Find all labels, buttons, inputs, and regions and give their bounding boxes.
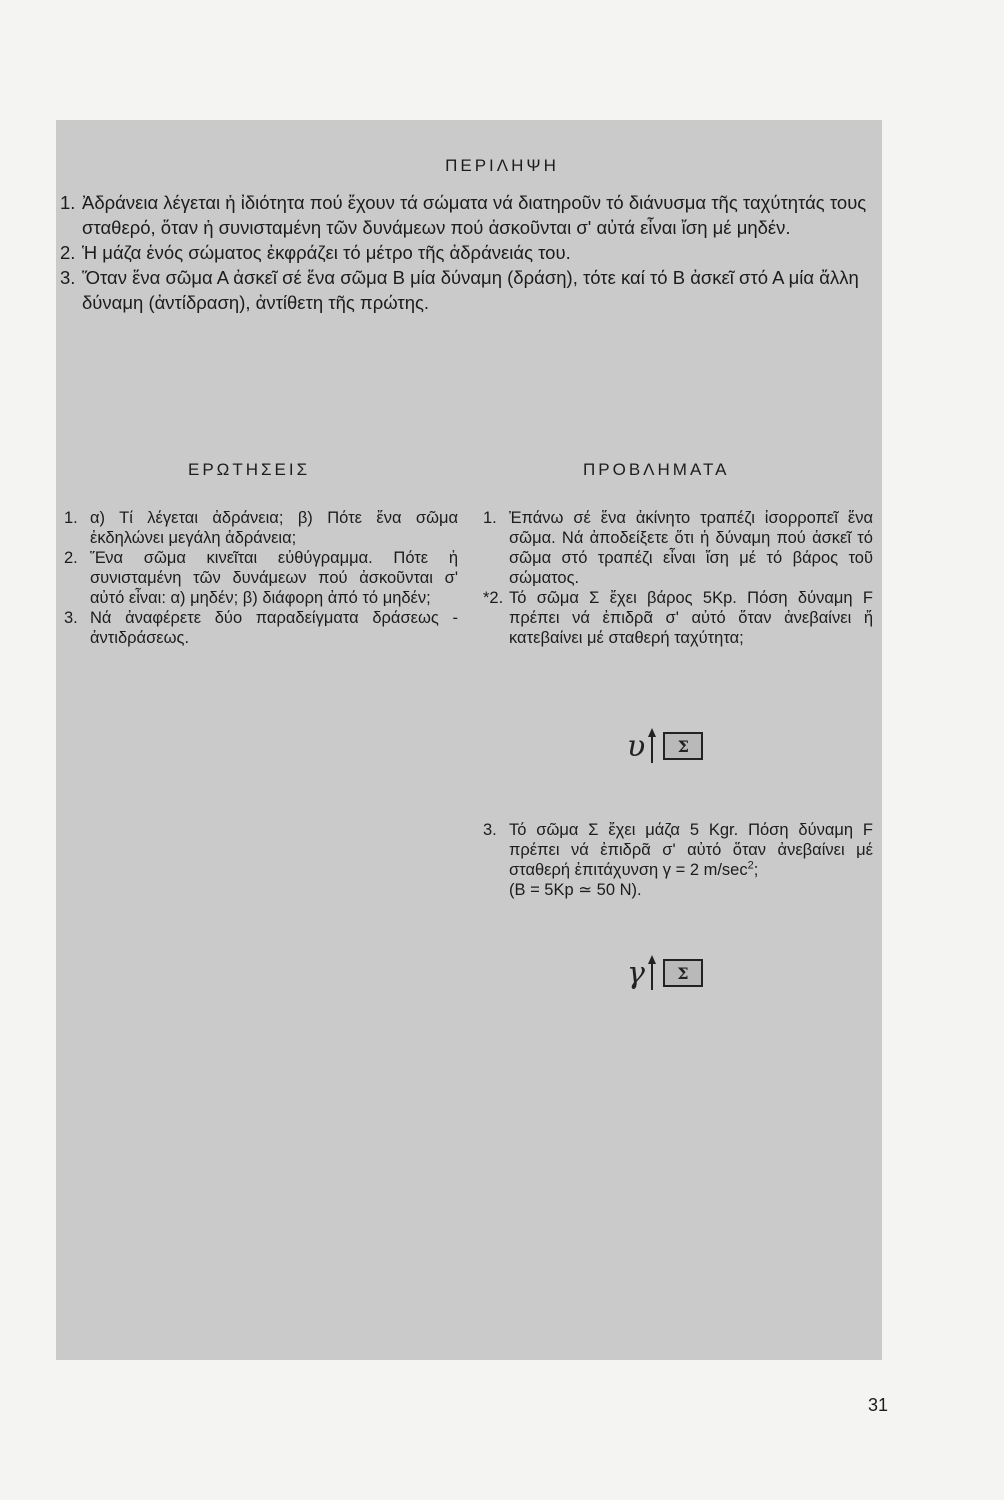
question-item: [64, 548, 458, 608]
question-item: [64, 508, 458, 548]
velocity-symbol: υ: [627, 728, 646, 764]
up-arrow-icon: [647, 728, 657, 764]
problem-number: 1.: [483, 509, 497, 527]
summary-item: [60, 190, 870, 240]
summary-item-number: 2.: [60, 242, 76, 263]
summary-item-text: Ὅταν ἕνα σῶμα Α ἀσκεῖ σέ ἕνα σῶμα Β μία δύναμη (δράση), τότε καί τό Β ἀσκεῖ στό Α μία ἄλλη δύναμη (ἀντίδραση), ἀντίθετη τῆς πρώτης.: [82, 267, 859, 313]
summary-item-text: Ἡ μάζα ἑνός σώματος ἐκφράζει τό μέτρο τῆς ἀδράνειάς του.: [82, 242, 571, 263]
up-arrow-icon: [647, 955, 657, 991]
summary-list: [60, 190, 870, 315]
summary-heading: ΠΕΡΙΛΗΨΗ: [445, 156, 559, 175]
velocity-figure: [627, 728, 703, 764]
body-sigma-label: Σ: [677, 736, 689, 756]
problem-number: 3.: [483, 821, 497, 839]
problems-heading: ΠΡΟΒΛΗΜΑΤΑ: [583, 460, 730, 479]
question-text: Ἕνα σῶμα κινεῖται εὐθύγραμμα. Πότε ἡ συνισταμένη τῶν δυνάμεων πού ἀσκοῦνται σ' αὐτό εἶναι: α) μηδέν; β) διάφορη ἀπό τό μηδέν;: [90, 549, 458, 607]
question-number: 1.: [64, 509, 78, 527]
problem-text-main: Τό σῶμα Σ ἔχει μάζα 5 Kgr. Πόση δύναμη F πρέπει νά ἐπιδρᾶ σ' αὐτό ὅταν ἀνεβαίνει μέ σταθερή ἐπιτάχυνση γ = 2 m/sec: [509, 821, 873, 879]
question-number: 2.: [64, 549, 78, 567]
question-text: α) Τί λέγεται ἀδράνεια; β) Πότε ἕνα σῶμα ἐκδηλώνει μεγάλη ἀδράνεια;: [90, 509, 458, 547]
problem-text: Τό σῶμα Σ ἔχει βάρος 5Kp. Πόση δύναμη F πρέπει νά ἐπιδρᾶ σ' αὐτό ὅταν ἀνεβαίνει ἤ κατεβαίνει μέ σταθερή ταχύτητα;: [509, 589, 873, 647]
acceleration-symbol: γ: [627, 955, 645, 991]
problems-list: [483, 508, 873, 648]
problem-text-given: (Β = 5Kp ≃ 50 N).: [509, 881, 642, 899]
summary-item-number: 3.: [60, 267, 76, 288]
question-number: 3.: [64, 609, 78, 627]
summary-item: [60, 265, 870, 315]
page-number: 31: [868, 1395, 889, 1415]
question-item: [64, 608, 458, 648]
body-sigma-box: [663, 732, 703, 760]
problem-item: [483, 588, 873, 648]
problem-item: [483, 820, 873, 900]
problem-number: *2.: [483, 589, 504, 607]
body-sigma-label: Σ: [677, 963, 689, 983]
acceleration-figure: [627, 955, 703, 991]
problem-text: Ἐπάνω σέ ἕνα ἀκίνητο τραπέζι ἰσορροπεῖ ἕνα σῶμα. Νά ἀποδείξετε ὅτι ἡ δύναμη πού ἀσκεῖ τό σῶμα στό τραπέζι εἶναι ἴση μέ τό βάρος τοῦ σώματος.: [509, 509, 873, 587]
problem-item: [483, 508, 873, 588]
problem-text: [509, 820, 873, 900]
summary-item: [60, 240, 870, 265]
problem-item-3: [483, 820, 873, 900]
questions-list: [64, 508, 458, 648]
body-sigma-box: [663, 959, 703, 987]
problem-text-end: ;: [753, 861, 759, 879]
questions-heading: ΕΡΩΤΗΣΕΙΣ: [188, 460, 311, 479]
question-text: Νά ἀναφέρετε δύο παραδείγματα δράσεως - ἀντιδράσεως.: [90, 609, 458, 647]
summary-item-text: Ἀδράνεια λέγεται ἡ ἰδιότητα πού ἔχουν τά σώματα νά διατηροῦν τό διάνυσμα τῆς ταχύτητάς τους σταθερό, ὅταν ἡ συνισταμένη τῶν δυνάμεων πού ἀσκοῦνται σ' αὐτά εἶναι ἴση μέ μηδέν.: [82, 192, 867, 238]
summary-item-number: 1.: [60, 192, 76, 213]
exponent: 2: [747, 859, 754, 872]
